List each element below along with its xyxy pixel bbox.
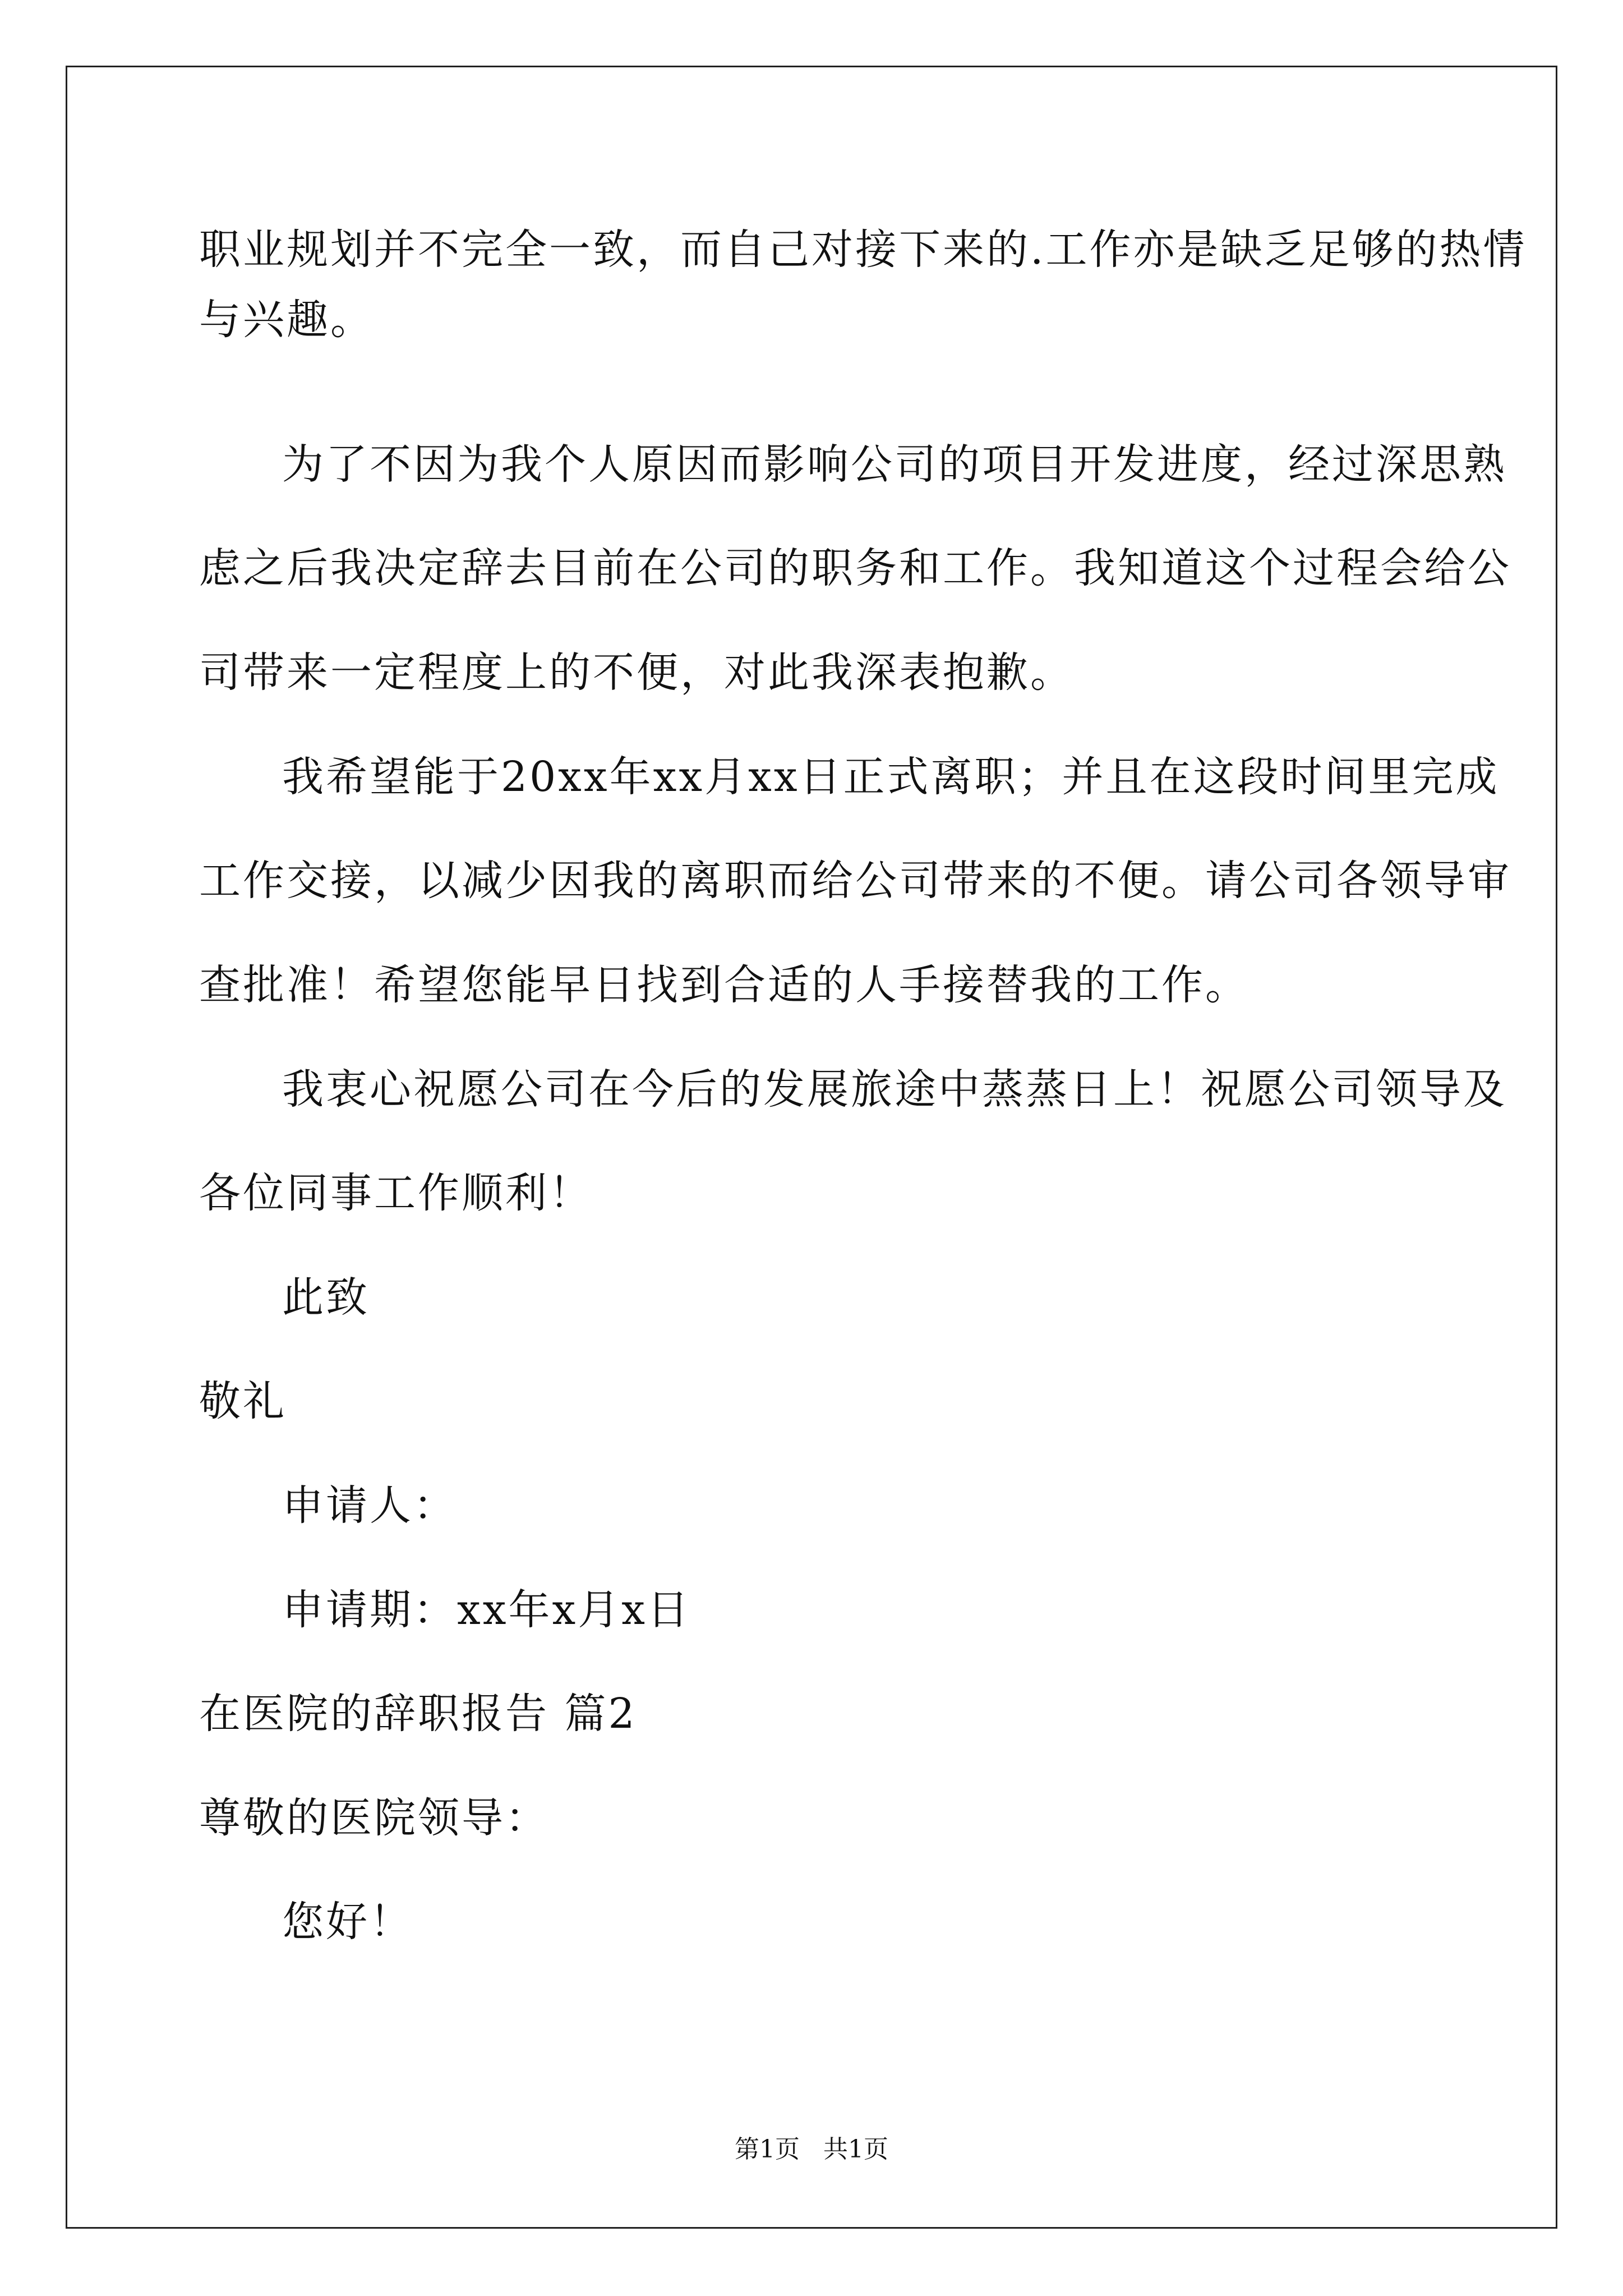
closing-salutation: 此致: [282, 1273, 370, 1322]
body-line-6: 我希望能于20xx年xx月xx日正式离职；并且在这段时间里完成: [282, 753, 1500, 801]
body-line-5: 司带来一定程度上的不便，对此我深表抱歉。: [199, 648, 1074, 697]
section-title: 在医院的辞职报告 篇2: [199, 1690, 637, 1738]
body-line-10: 各位同事工作顺利！: [199, 1169, 593, 1217]
closing-respect: 敬礼: [199, 1377, 287, 1425]
body-line-4: 虑之后我决定辞去目前在公司的职务和工作。我知道这个过程会给公: [199, 544, 1511, 592]
body-line-8: 查批准！希望您能早日找到合适的人手接替我的工作。: [199, 961, 1249, 1009]
application-date: 申请期：xx年x月x日: [282, 1586, 691, 1634]
body-line-9: 我衷心祝愿公司在今后的发展旅途中蒸蒸日上！祝愿公司领导及: [282, 1065, 1507, 1114]
body-line-3: 为了不因为我个人原因而影响公司的项目开发进度，经过深思熟: [282, 440, 1507, 489]
body-line-1: 职业规划并不完全一致，而自己对接下来的.工作亦是缺乏足够的热情: [199, 226, 1527, 274]
body-line-2: 与兴趣。: [199, 296, 374, 344]
page-footer: 第1页 共1页: [735, 2135, 888, 2164]
applicant-label: 申请人：: [282, 1481, 457, 1530]
greeting-addressee: 尊敬的医院领导：: [199, 1794, 549, 1842]
greeting: 您好！: [282, 1898, 413, 1946]
body-line-7: 工作交接，以减少因我的离职而给公司带来的不便。请公司各领导审: [199, 857, 1511, 905]
